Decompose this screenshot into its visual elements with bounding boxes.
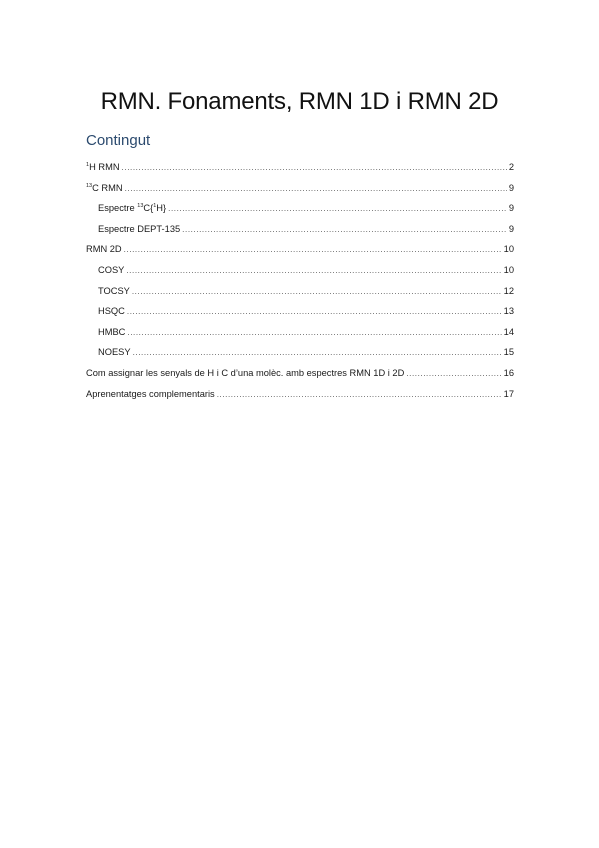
toc-entry-cosy[interactable] <box>86 265 514 286</box>
toc-leader-dots <box>168 204 507 213</box>
toc-page-number: 15 <box>503 347 514 358</box>
toc-leader-dots <box>127 307 502 316</box>
toc-page-number: 16 <box>503 367 514 378</box>
toc-entry-noesy[interactable] <box>86 347 514 368</box>
toc-leader-dots <box>133 348 502 357</box>
toc-entry-com-assignar[interactable] <box>86 368 514 389</box>
toc-page-number: 9 <box>508 182 514 193</box>
toc-heading: Contingut <box>86 132 151 149</box>
toc-leader-dots <box>122 163 507 172</box>
toc-entry-aprenentatges[interactable] <box>86 389 514 410</box>
toc-entry-label: Espectre DEPT-135 <box>98 223 181 234</box>
toc-entry-label: Com assignar les senyals de H i C d’una molèc. amb espectres RMN 1D i 2D <box>86 367 405 378</box>
toc-leader-dots <box>126 266 501 275</box>
toc-page-number: 12 <box>503 285 514 296</box>
toc-entry-label: COSY <box>98 264 125 275</box>
page-title: RMN. Fonaments, RMN 1D i RMN 2D <box>100 88 499 116</box>
toc-leader-dots <box>125 184 507 193</box>
toc-entry-label: TOCSY <box>98 285 130 296</box>
table-of-contents <box>86 162 514 409</box>
toc-page-number: 14 <box>503 326 514 337</box>
toc-leader-dots <box>132 287 502 296</box>
toc-entry-rmn-2d[interactable] <box>86 244 514 265</box>
toc-page-number: 13 <box>503 306 514 317</box>
toc-entry-dept-135[interactable] <box>86 224 514 245</box>
toc-entry-tocsy[interactable] <box>86 286 514 307</box>
toc-entry-label: HMBC <box>98 326 126 337</box>
toc-entry-label: $^{13}$C RMN <box>86 182 123 193</box>
toc-entry-label: NOESY <box>98 347 131 358</box>
toc-entry-1h-rmn[interactable] <box>86 162 514 183</box>
toc-entry-label: Aprenentatges complementaris <box>86 388 215 399</box>
toc-entry-hmbc[interactable] <box>86 327 514 348</box>
toc-leader-dots <box>182 225 507 234</box>
toc-entry-label: Espectre $^{13}$C{$^1$H} <box>98 203 167 214</box>
toc-page-number: 9 <box>508 223 514 234</box>
toc-entry-label: RMN 2D <box>86 244 122 255</box>
toc-leader-dots <box>127 328 501 337</box>
toc-page-number: 2 <box>508 162 514 172</box>
toc-entry-13c-rmn[interactable] <box>86 183 514 204</box>
toc-page-number: 10 <box>503 264 514 275</box>
toc-page-number: 10 <box>503 244 514 255</box>
toc-entry-hsqc[interactable] <box>86 306 514 327</box>
toc-leader-dots <box>124 245 502 254</box>
toc-entry-label: HSQC <box>98 306 125 317</box>
toc-leader-dots <box>217 390 502 399</box>
toc-page-number: 9 <box>508 203 514 214</box>
toc-leader-dots <box>406 369 501 378</box>
toc-entry-espectre-13c[interactable] <box>86 203 514 224</box>
toc-page-number: 17 <box>503 388 514 399</box>
toc-entry-label: $^1$H RMN <box>86 162 120 172</box>
